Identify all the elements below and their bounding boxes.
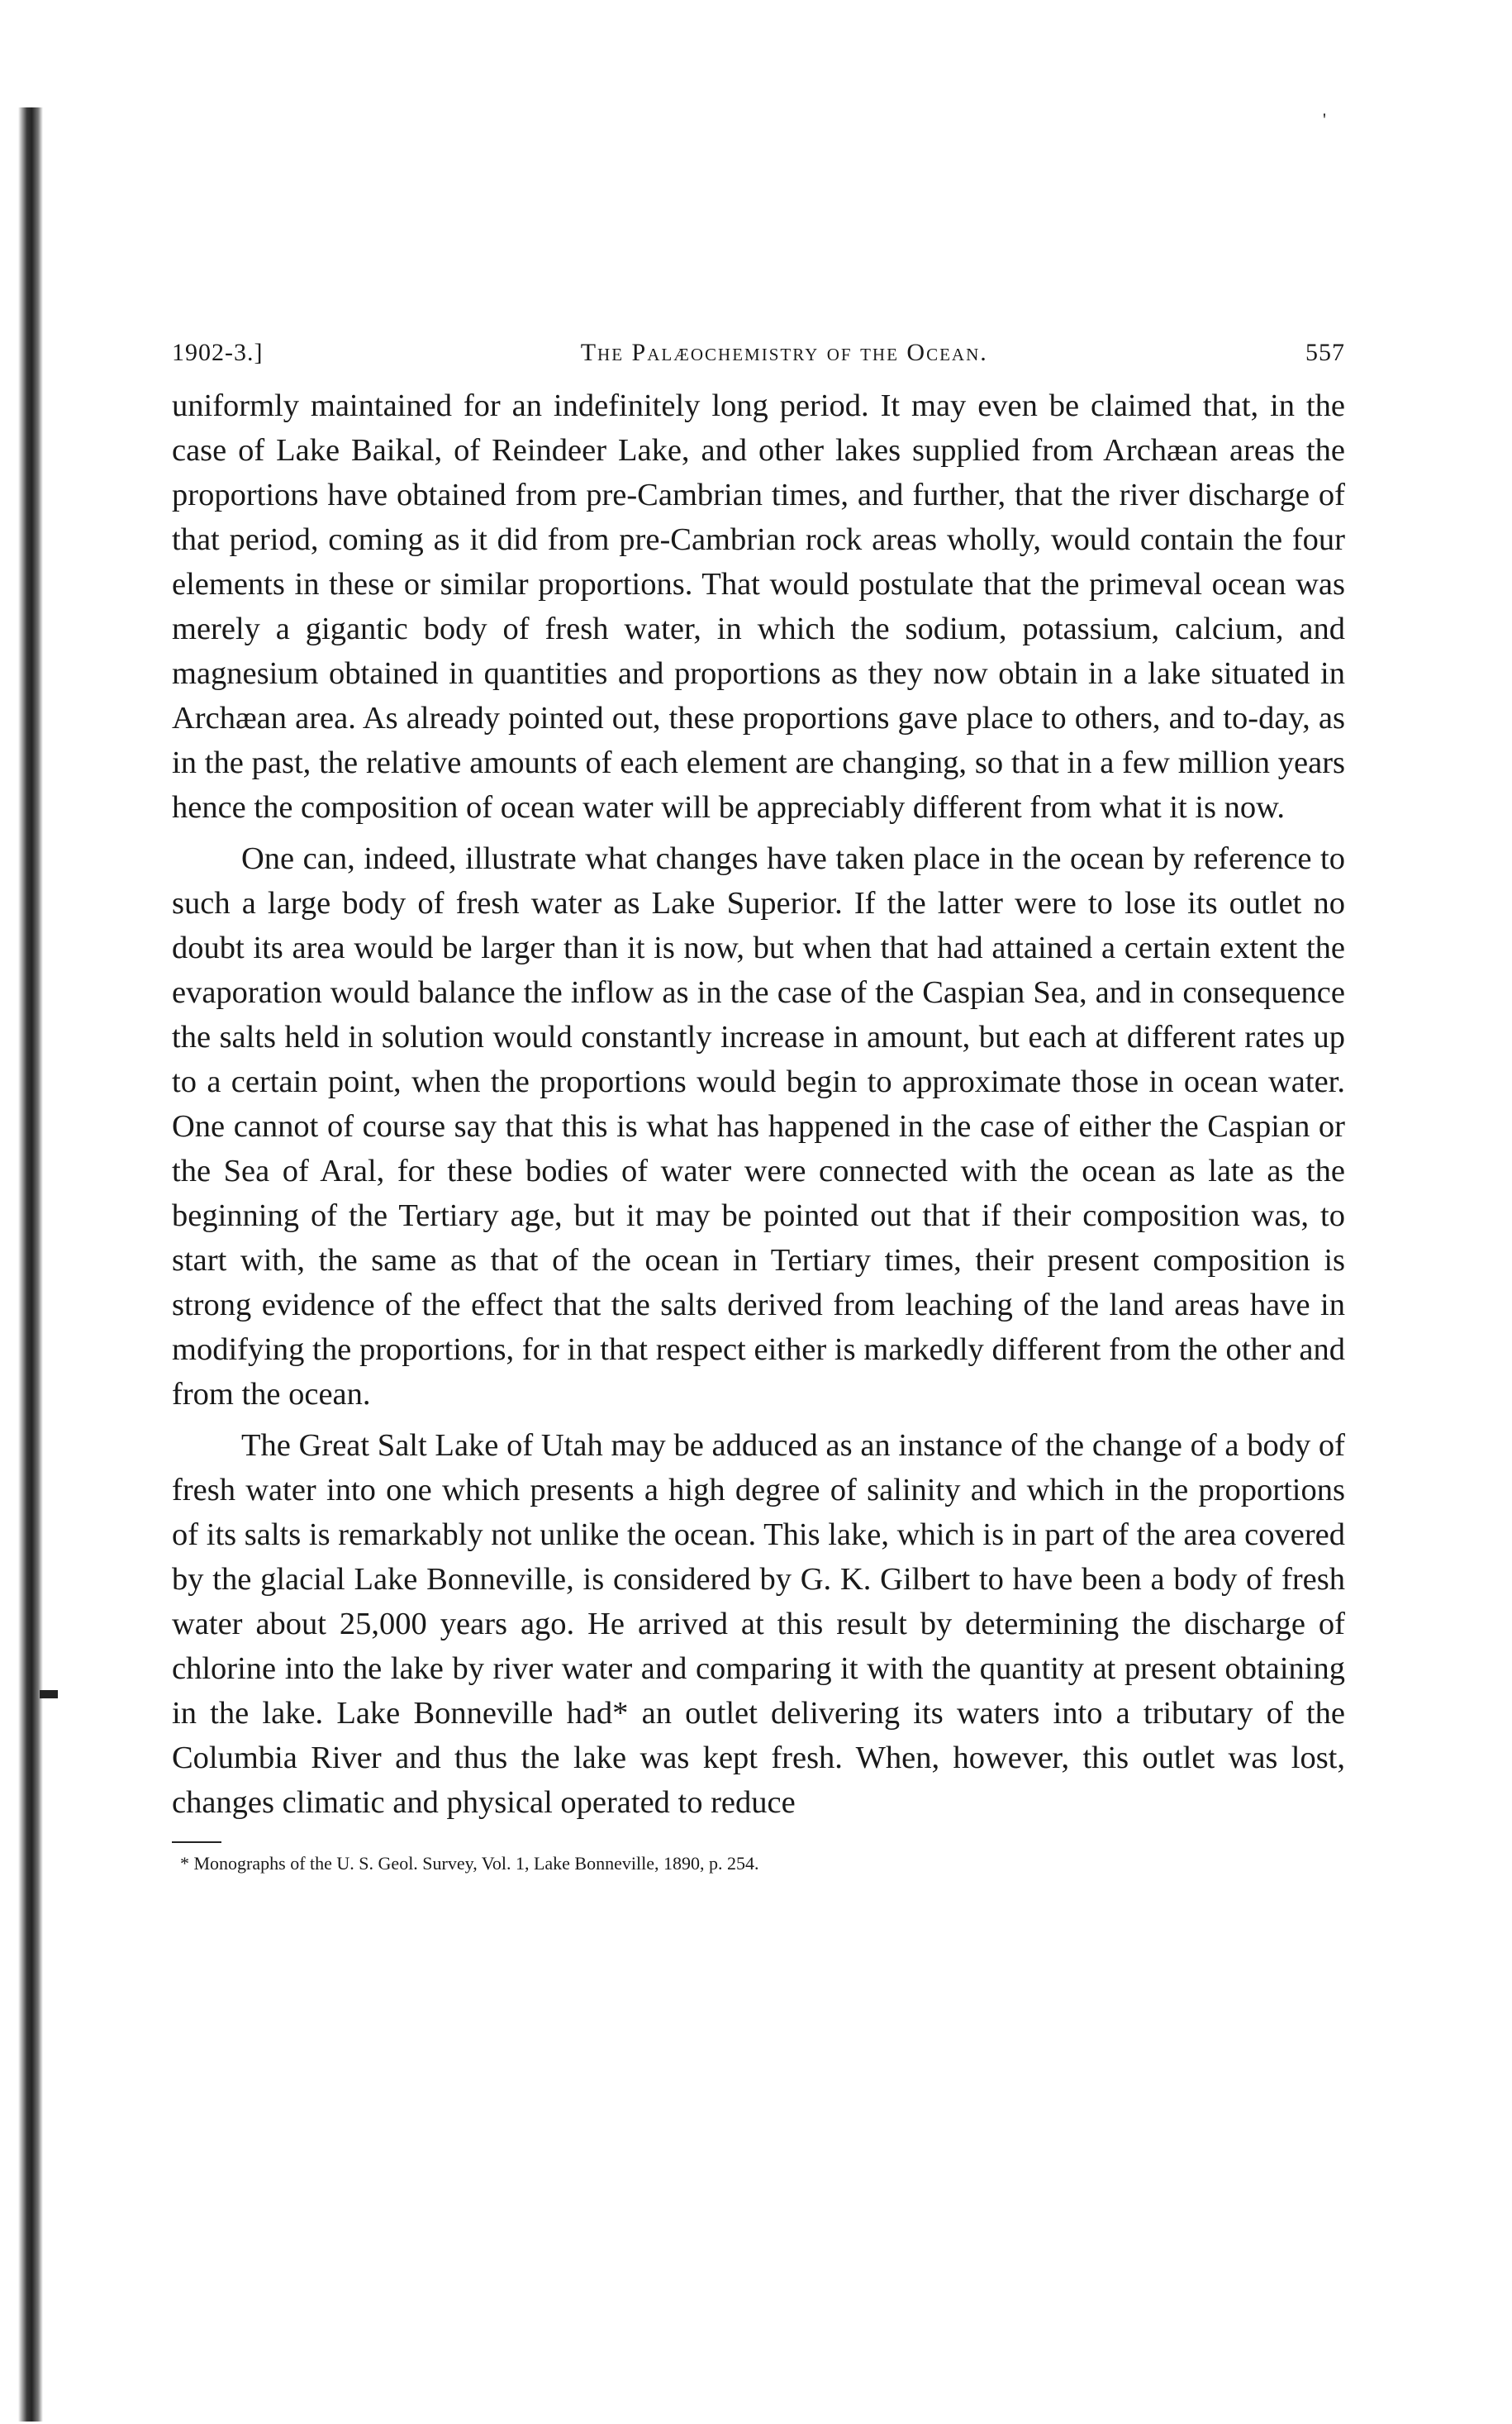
scan-mark xyxy=(40,1690,58,1698)
stray-mark: ' xyxy=(1323,109,1326,130)
page-body xyxy=(172,383,1345,1825)
page-number: 557 xyxy=(1305,339,1345,366)
paragraph: uniformly maintained for an indefinitely long period. It may even be claimed that, in the case of Lake Baikal, of Reindeer Lake, and other lakes supplied from Archæan areas the proportions have obtained from pre-Cambrian times, and further, that the river discharge of that period, coming as it did from pre-Cambrian rock areas wholly, would contain the four elements in these or similar proportions. That would postulate that the primeval ocean was merely a gigantic body of fresh water, in which the sodium, potassium, calcium, and magnesium obtained in quantities and proportions as they now obtain in a lake situated in Archæan area. As already pointed out, these proportions gave place to others, and to-day, as in the past, the relative amounts of each element are changing, so that in a few million years hence the composition of ocean water will be appreciably different from what it is now. xyxy=(172,388,1345,825)
running-head-title: The Palæochemistry of the Ocean. xyxy=(580,339,988,366)
running-head xyxy=(172,339,1345,367)
paragraph: The Great Salt Lake of Utah may be adduced as an instance of the change of a body of fresh water into one which presents a high degree of salinity and which in the proportions of its salts is remarkably not unlike the ocean. This lake, which is in part of the area covered by the glacial Lake Bonneville, is considered by G. K. Gilbert to have been a body of fresh water about 25,000 years ago. He arrived at this result by determining the discharge of chlorine into the lake by river water and comparing it with the quantity at present obtaining in the lake. Lake Bonneville had* an outlet delivering its waters into a tributary of the Columbia River and thus the lake was kept fresh. When, however, this outlet was lost, changes climatic and physical operated to reduce xyxy=(172,1428,1345,1820)
running-head-volume: 1902-3.] xyxy=(172,339,264,366)
footnote: * Monographs of the U. S. Geol. Survey, Vol. 1, Lake Bonneville, 1890, p. 254. xyxy=(180,1853,759,1874)
scan-binding-edge xyxy=(18,107,43,2422)
footnote-rule xyxy=(172,1841,221,1843)
paragraph: One can, indeed, illustrate what changes have taken place in the ocean by reference to such a large body of fresh water as Lake Superior. If the latter were to lose its outlet no doubt its area would be larger than it is now, but when that had attained a certain extent the evaporation would balance the inflow as in the case of the Caspian Sea, and in consequence the salts held in solution would constantly increase in amount, but each at different rates up to a certain point, when the proportions would begin to approximate those in ocean water. One cannot of course say that this is what has happened in the case of either the Caspian or the Sea of Aral, for these bodies of water were connected with the ocean as late as the beginning of the Tertiary age, but it may be pointed out that if their composition was, to start with, the same as that of the ocean in Tertiary times, their present composition is strong evidence of the effect that the salts derived from leaching of the land areas have in modifying the proportions, for in that respect either is markedly different from the other and from the ocean. xyxy=(172,841,1345,1412)
book-page xyxy=(172,339,1345,1876)
